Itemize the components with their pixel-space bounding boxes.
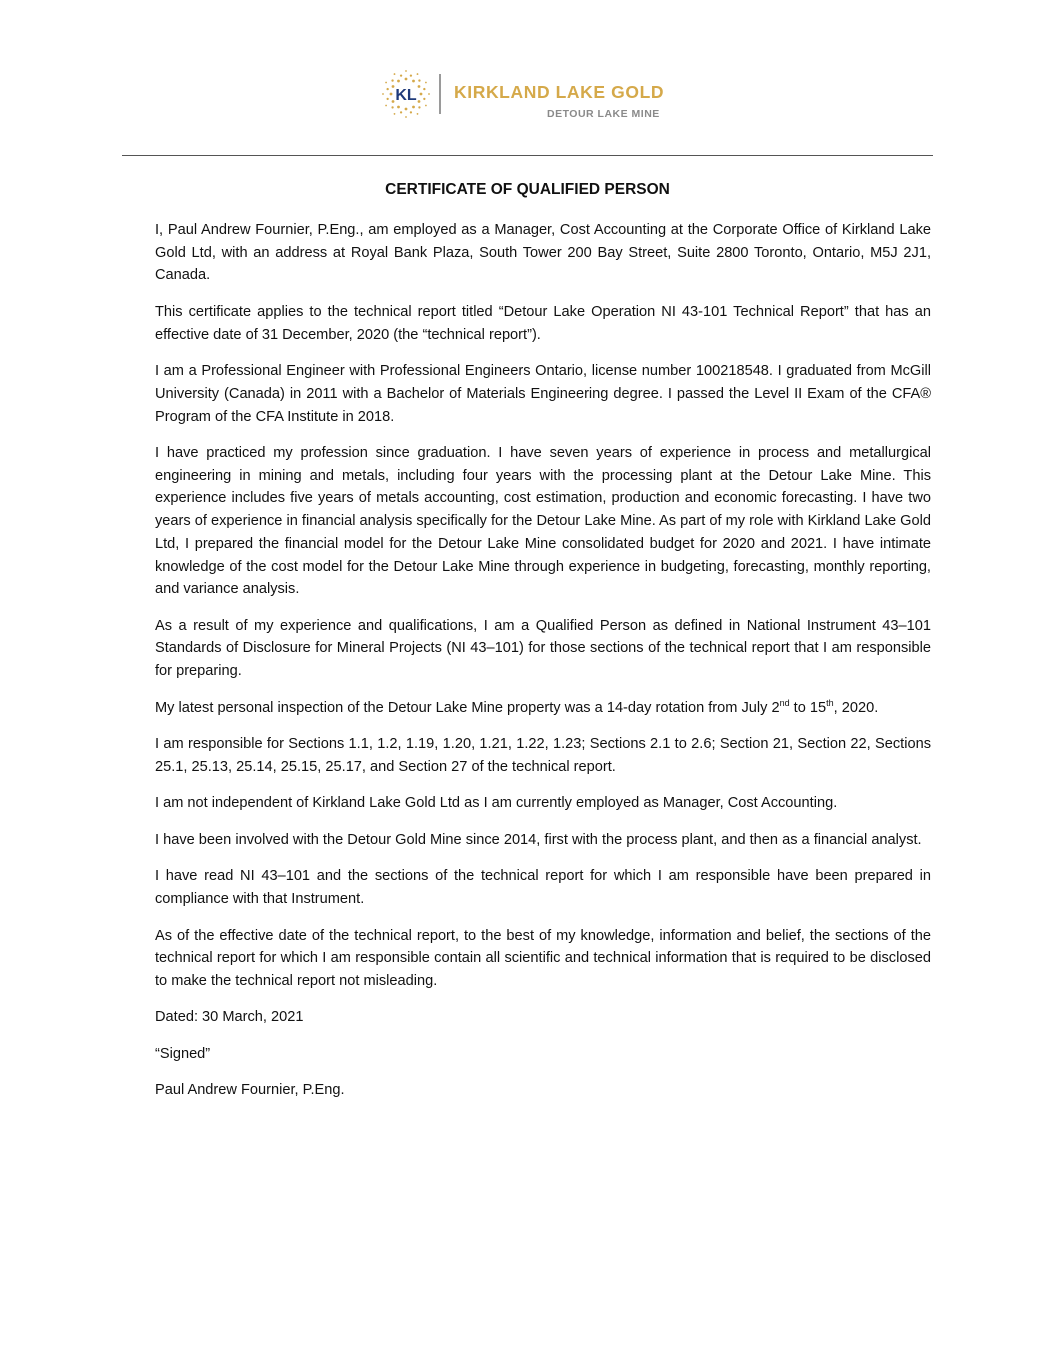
paragraph: I am a Professional Engineer with Professional Engineers Ontario, license number 100218548. I graduated from McGill University (Canada) in 2011 with a Bachelor of Materials Engineering degree. I passed the Level II Exam of the CFA® Program of the CFA Institute in 2018. <box>155 363 931 425</box>
logo-dot <box>428 93 430 95</box>
paragraph: I have practiced my profession since graduation. I have seven years of experience in process and metallurgical engineering in mining and metals, including four years with the processing plant at the Detour Lake Mine. This experience includes five years of metals accounting, cost estimation, production and economic forecasting. I have two years of experience in financial analysis specifically for the Detour Lake Mine. As part of my role with Kirkland Lake Gold Ltd, I prepared the financial model for the Detour Lake Mine consolidated budget for 2020 and 2021. I have intimate knowledge of the cost model for the Detour Lake Mine through experience in budgeting, forecasting, monthly reporting, and variance analysis. <box>155 445 931 598</box>
paragraph: I am responsible for Sections 1.1, 1.2, 1.19, 1.20, 1.21, 1.22, 1.23; Sections 2.1 to 2.6; Section 21, Section 22, Sections 25.1, 25.13, 25.14, 25.15, 25.17, and Section 27 of the technical report. <box>155 736 931 775</box>
logo-dot <box>397 106 400 109</box>
logo-dot <box>418 106 420 108</box>
company-logo <box>380 68 680 124</box>
header-divider <box>122 155 933 156</box>
logo-dot <box>400 111 402 113</box>
paragraph: I have been involved with the Detour Gold Mine since 2014, first with the process plant, and then as a financial analyst. <box>155 831 922 848</box>
logo-dot <box>400 74 402 76</box>
logo-dot <box>390 93 393 96</box>
logo-company-name: KIRKLAND LAKE GOLD <box>454 82 665 102</box>
logo-dot <box>417 113 419 115</box>
superscript: th <box>826 697 834 708</box>
logo-dot <box>417 73 419 75</box>
text: , 2020. <box>833 699 879 716</box>
paragraph: As a result of my experience and qualifications, I am a Qualified Person as defined in National Instrument 43–101 Standards of Disclosure for Mineral Projects (NI 43–101) for those sections of the technical report that I am responsible for preparing. <box>155 617 931 680</box>
logo-dot <box>405 108 408 111</box>
signed-line: “Signed” <box>155 1045 211 1062</box>
logo-dot <box>391 106 393 108</box>
paragraph: This certificate applies to the technical report titled “Detour Lake Operation NI 43-101 Technical Report” that has an effective date of 31 December, 2020 (the “technical report”). <box>155 303 931 343</box>
paragraph: I, Paul Andrew Fournier, P.Eng., am employed as a Manager, Cost Accounting at the Corporate Office of Kirkland Lake Gold Ltd, with an address at Royal Bank Plaza, South Tower 200 Bay Street, Suite 2800 Toronto, Ontario, M5J 2J1, Canada. <box>155 222 931 284</box>
logo-dot <box>418 85 421 88</box>
dated-line: Dated: 30 March, 2021 <box>155 1009 304 1026</box>
text: to 15 <box>789 699 827 716</box>
logo-dot <box>386 98 388 100</box>
text: My latest personal inspection of the Detour Lake Mine property was a 14-day rotation from July 2 <box>155 699 780 716</box>
superscript: nd <box>779 697 790 708</box>
logo-dot <box>425 82 427 84</box>
logo-dot <box>405 70 407 72</box>
logo-dot <box>405 78 408 81</box>
logo-divider <box>439 74 441 114</box>
logo-dot <box>386 88 388 90</box>
inspection-paragraph <box>155 697 931 720</box>
logo-dot <box>385 82 387 84</box>
logo-dot <box>392 85 395 88</box>
paragraph: As of the effective date of the technical report, to the best of my knowledge, information and belief, the sections of the technical report for which I am responsible contain all scientific and technical information that is required to be disclosed to make the technical report not misleading. <box>155 927 931 989</box>
logo-dot <box>385 105 387 107</box>
certificate-body <box>155 219 931 1116</box>
logo-dot <box>397 80 400 83</box>
logo-subtitle: DETOUR LAKE MINE <box>547 108 660 120</box>
logo-dot <box>410 74 412 76</box>
logo-dot <box>420 93 423 96</box>
logo-dot <box>392 100 395 103</box>
logo-dot <box>405 116 407 118</box>
logo-dot <box>412 80 415 83</box>
kl-sunburst-logo-icon <box>380 68 432 120</box>
logo-dot <box>423 98 425 100</box>
logo-dot <box>423 88 425 90</box>
page-title: CERTIFICATE OF QUALIFIED PERSON <box>385 181 670 198</box>
logo-dot <box>410 111 412 113</box>
logo-dot <box>391 79 393 81</box>
logo-dot <box>418 100 421 103</box>
svg-text:KL: KL <box>395 87 417 104</box>
logo-dot <box>412 106 415 109</box>
paragraph: I have read NI 43–101 and the sections of the technical report for which I am responsible have been prepared in compliance with that Instrument. <box>155 868 931 908</box>
signatory-name: Paul Andrew Fournier, P.Eng. <box>155 1082 345 1099</box>
logo-dot <box>394 73 396 75</box>
logo-dot <box>382 93 384 95</box>
logo-dot <box>394 113 396 115</box>
logo-dot <box>418 79 420 81</box>
paragraph: I am not independent of Kirkland Lake Gold Ltd as I am currently employed as Manager, Cost Accounting. <box>155 795 838 812</box>
logo-dot <box>425 105 427 107</box>
